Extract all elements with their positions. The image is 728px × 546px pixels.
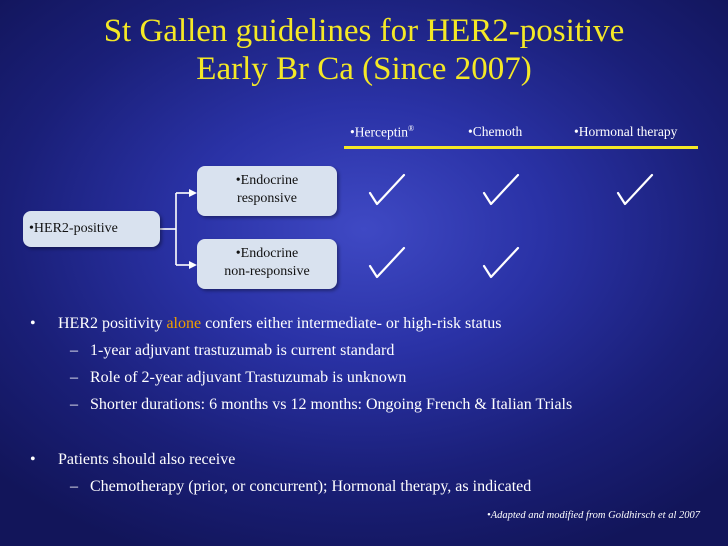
sub-bullet-2-1: Chemotherapy (prior, or concurrent); Hormonal therapy, as indicated (90, 478, 532, 495)
her2-positive-label: •HER2-positive (29, 221, 118, 236)
bullet-marker-2: • (30, 451, 36, 468)
checkmark-icon-responsive-hormonal-therapy (616, 172, 654, 210)
column-header-hormonal-therapy: •Hormonal therapy (574, 124, 678, 139)
title-line-1: St Gallen guidelines for HER2-positive (103, 13, 625, 49)
column-header-chemotherapy: •Chemoth (468, 124, 523, 139)
checkmark-icon-responsive-herceptin (368, 172, 406, 210)
bullet-1-highlight: alone (166, 315, 202, 332)
bullet-2: Patients should also receive (58, 451, 236, 468)
citation-footnote: •Adapted and modified from Goldhirsch et al 2007 (487, 510, 700, 521)
her2-positive-box (23, 211, 160, 247)
bullet-marker-1: • (30, 315, 36, 332)
endocrine-non-responsive-box (197, 239, 337, 289)
endocrine-non-responsive-line1: •Endocrine (235, 246, 299, 261)
sub-marker-2-1: – (70, 478, 78, 495)
column-label-herceptin: •Herceptin (350, 124, 408, 140)
checkmark-icon-responsive-chemotherapy (482, 172, 520, 210)
sub-marker-1-2: – (70, 369, 78, 386)
endocrine-responsive-line1: •Endocrine (235, 173, 299, 188)
sub-marker-1-3: – (70, 396, 78, 413)
checkmark-icon-non-responsive-chemotherapy (482, 245, 520, 283)
endocrine-responsive-box (197, 166, 337, 216)
checkmark-icon-non-responsive-herceptin (368, 245, 406, 283)
bullet-1-text-before: HER2 positivity (58, 315, 167, 332)
bullet-1 (58, 315, 501, 333)
registered-mark: ® (407, 124, 415, 133)
sub-marker-1-1: – (70, 342, 78, 359)
sub-bullet-1-1: 1-year adjuvant trastuzumab is current standard (90, 342, 395, 359)
sub-bullet-1-3: Shorter durations: 6 months vs 12 months: Ongoing French & Italian Trials (90, 396, 573, 413)
endocrine-non-responsive-line2: non-responsive (224, 264, 310, 279)
sub-bullet-1-2: Role of 2-year adjuvant Trastuzumab is unknown (90, 369, 407, 386)
title-line-2: Early Br Ca (Since 2007) (196, 51, 532, 87)
endocrine-responsive-line2: responsive (237, 191, 297, 206)
bullet-1-text-after: confers either intermediate- or high-risk status (201, 315, 502, 332)
